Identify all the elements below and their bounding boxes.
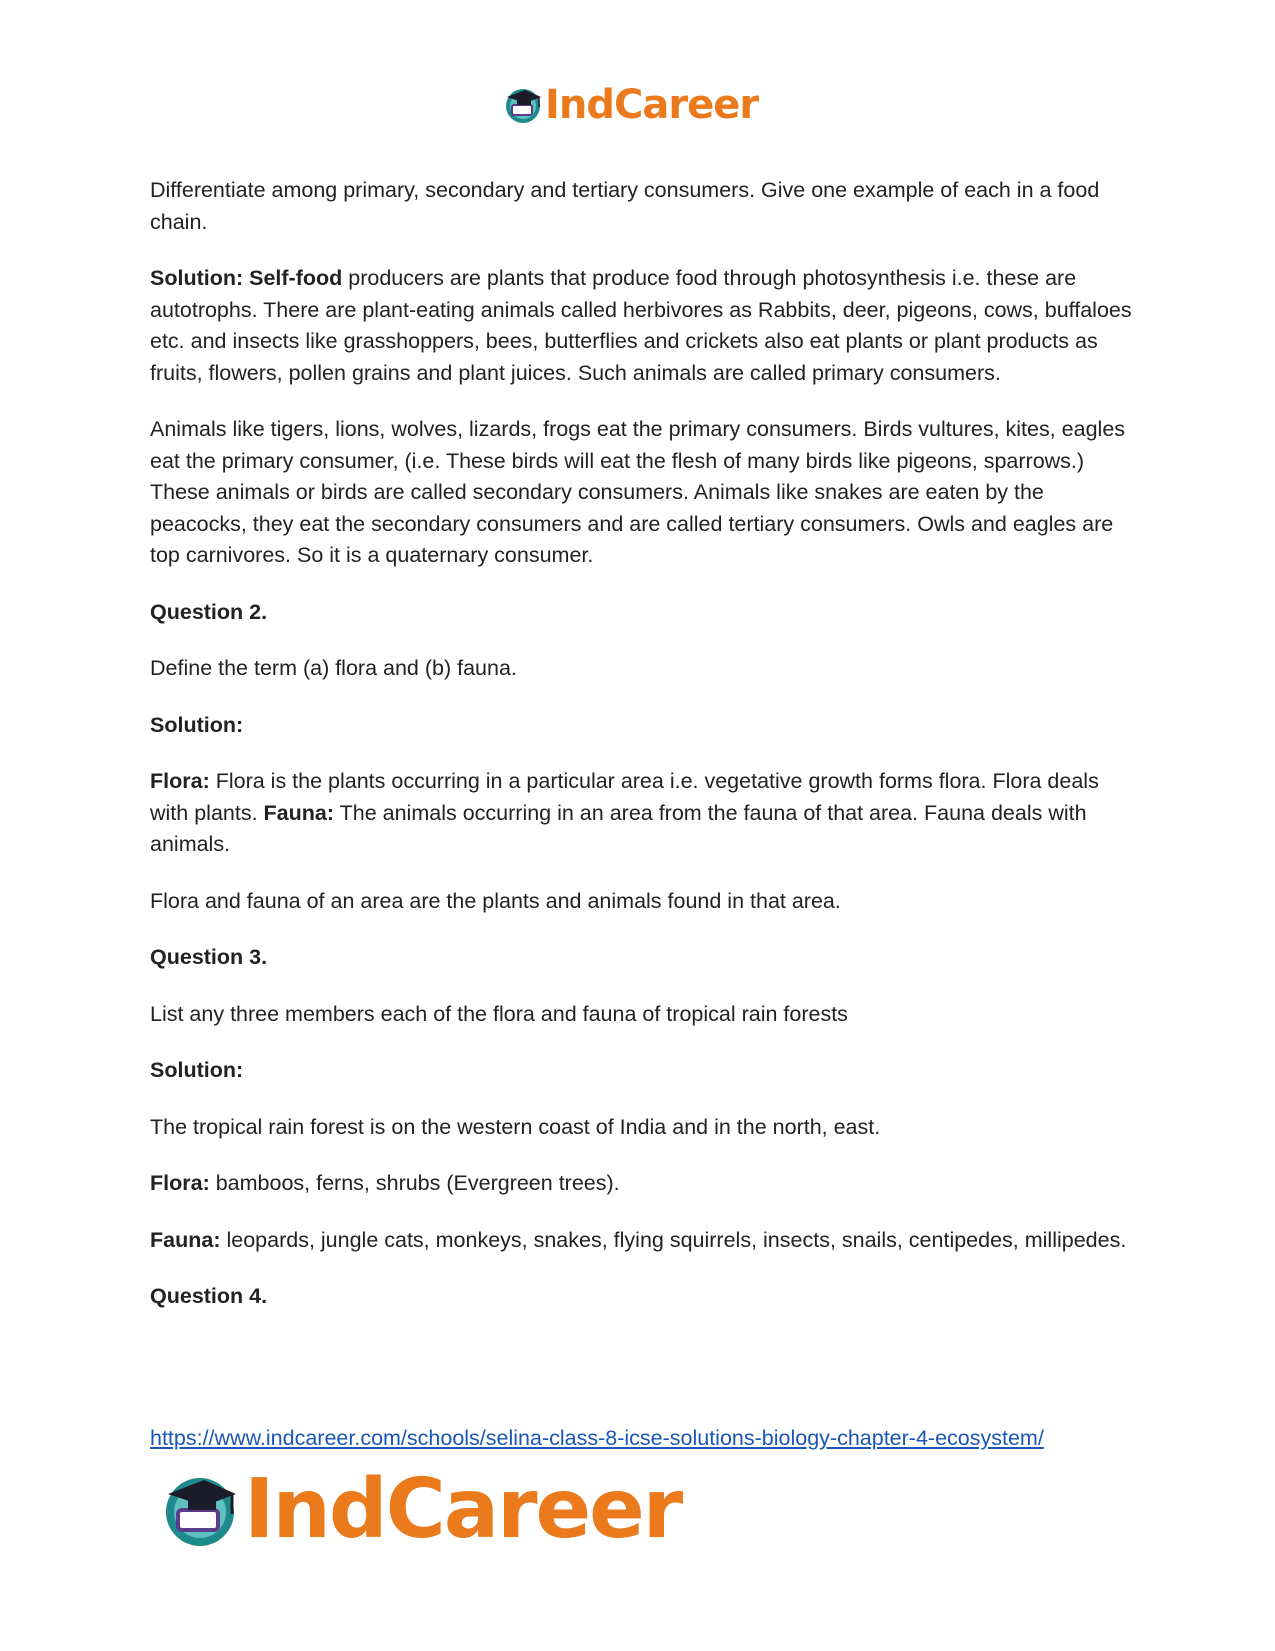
q3-question: List any three members each of the flora and fauna of tropical rain forests [150, 1001, 848, 1026]
q3-solution-label: Solution: [150, 1058, 244, 1082]
source-link[interactable]: https://www.indcareer.com/schools/selina-class-8-icse-solutions-biology-chapter-4-ecosystem/ [150, 1426, 1044, 1450]
q1-solution-text: producers are plants that produce food through photosynthesis i.e. these are autotrophs. There are plant-eating animals called herbivores as Rabbits, deer, pigeons, cows, buffaloes etc. and insects like grasshoppers, bees, butterflies and crickets also eat plants or plant products as fruits, flowers, pollen grains and plant juices. Such animals are called primary consumers. [150, 266, 1132, 385]
logo-wordmark: IndCareer [244, 1462, 682, 1557]
q2-summary: Flora and fauna of an area are the plants and animals found in that area. [150, 888, 841, 913]
q2-question: Define the term (a) flora and (b) fauna. [150, 656, 517, 680]
logo-wordmark: IndCareer [545, 82, 759, 128]
solution-label: Solution: [150, 266, 244, 290]
fauna-label: Fauna: [263, 800, 335, 825]
q2-solution-label: Solution: [150, 712, 244, 737]
q1-paragraph-2: Animals like tigers, lions, wolves, lizards, frogs eat the primary consumers. Birds vultures, kites, eagles eat the primary consumer, (i.e. These birds will eat the flesh of many birds like pigeons, sparrows.) These animals or birds are called secondary consumers. Animals like snakes are eaten by the peacocks, they eat the secondary consumers and are called tertiary consumers. Owls and eagles are top carnivores. So it is a quaternary consumer. [150, 417, 1126, 567]
graduation-cap-icon [160, 1470, 240, 1550]
q3-fauna [150, 1225, 1135, 1257]
flora-label: Flora: [150, 769, 210, 793]
fauna-list: leopards, jungle cats, monkeys, snakes, flying squirrels, insects, snails, centipedes, millipedes. [226, 1227, 1127, 1252]
document-body [150, 175, 1135, 1338]
q2-definitions [150, 766, 1135, 861]
flora-definition: Flora is the plants occurring in a particular area i.e. vegetative growth forms flora. Flora deals with plants. [150, 769, 1099, 825]
footer-logo [160, 1462, 682, 1557]
flora-label: Flora: [150, 1171, 210, 1195]
self-food-label: Self-food [249, 266, 343, 290]
q1-solution [150, 263, 1135, 389]
header-logo [503, 80, 758, 130]
flora-list: bamboos, ferns, shrubs (Evergreen trees). [215, 1171, 620, 1195]
q3-heading: Question 3. [150, 945, 268, 969]
q4-heading: Question 4. [150, 1284, 268, 1308]
graduation-cap-icon [503, 85, 543, 125]
q2-heading: Question 2. [150, 599, 268, 624]
fauna-definition: The animals occurring in an area from the fauna of that area. Fauna deals with animals. [150, 800, 1087, 856]
intro-question: Differentiate among primary, secondary and tertiary consumers. Give one example of each in a food chain. [150, 178, 1100, 234]
q3-flora [150, 1168, 1135, 1200]
fauna-label: Fauna: [150, 1227, 221, 1252]
q3-intro: The tropical rain forest is on the western coast of India and in the north, east. [150, 1114, 881, 1139]
